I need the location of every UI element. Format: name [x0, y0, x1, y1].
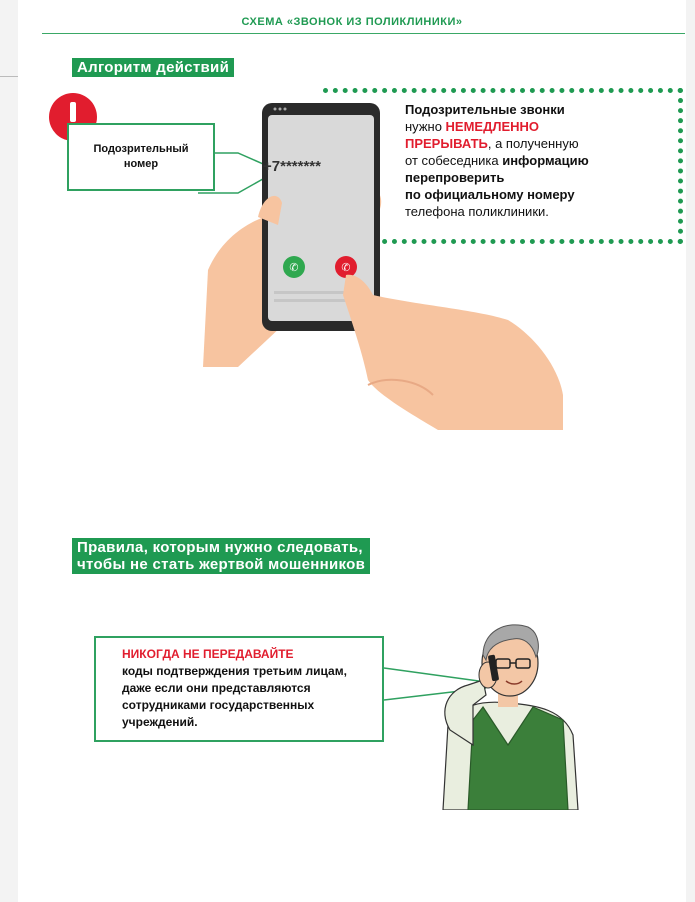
suspicious-number-callout	[67, 123, 215, 191]
header-divider	[42, 33, 685, 34]
caller-phone-number: +7*******	[263, 158, 321, 175]
section-rules-label	[72, 538, 370, 574]
rule-body: коды подтверждения третьим лицам, даже если они представляются сотрудниками государственных учреждений.	[122, 664, 347, 729]
info-emphasis-interrupt: ПРЕРЫВАТЬ	[405, 136, 488, 151]
rule-callout	[94, 636, 384, 742]
rule-headline: НИКОГДА НЕ ПЕРЕДАВАЙТЕ	[122, 647, 294, 661]
info-line-2: нужно НЕМЕДЛЕННО	[405, 119, 540, 134]
info-text	[405, 101, 655, 220]
page-gutter-left	[0, 0, 18, 902]
suspicious-line-2: номер	[123, 158, 159, 170]
info-line-3: ПРЕРЫВАТЬ, а полученную	[405, 136, 579, 151]
info-line-7: телефона поликлиники.	[405, 204, 549, 219]
info-line-5: перепроверить	[405, 170, 505, 185]
pointing-hand	[343, 275, 563, 430]
page-header-title: СХЕМА «ЗВОНОК ИЗ ПОЛИКЛИНИКИ»	[241, 16, 463, 28]
suspicious-line-1: Подозрительный	[93, 143, 189, 155]
info-line-6: по официальному номеру	[405, 187, 575, 202]
section-rules-line-1: Правила, которым нужно следовать,	[77, 539, 363, 556]
gutter-tick	[0, 76, 18, 77]
section-rules-line-2: чтобы не стать жертвой мошенников	[77, 556, 366, 573]
info-line-4: от собеседника информацию	[405, 153, 589, 168]
page-gutter-right	[686, 0, 695, 902]
document-page	[18, 0, 686, 902]
elderly-man-on-phone-illustration	[428, 615, 588, 810]
info-line-1: Подозрительные звонки	[405, 102, 565, 117]
svg-text:✆: ✆	[341, 261, 351, 274]
info-emphasis-immediately: НЕМЕДЛЕННО	[445, 119, 540, 134]
section-algorithm-text: Алгоритм действий	[77, 59, 230, 76]
svg-text:✆: ✆	[289, 261, 299, 274]
section-algorithm-label	[72, 58, 234, 77]
